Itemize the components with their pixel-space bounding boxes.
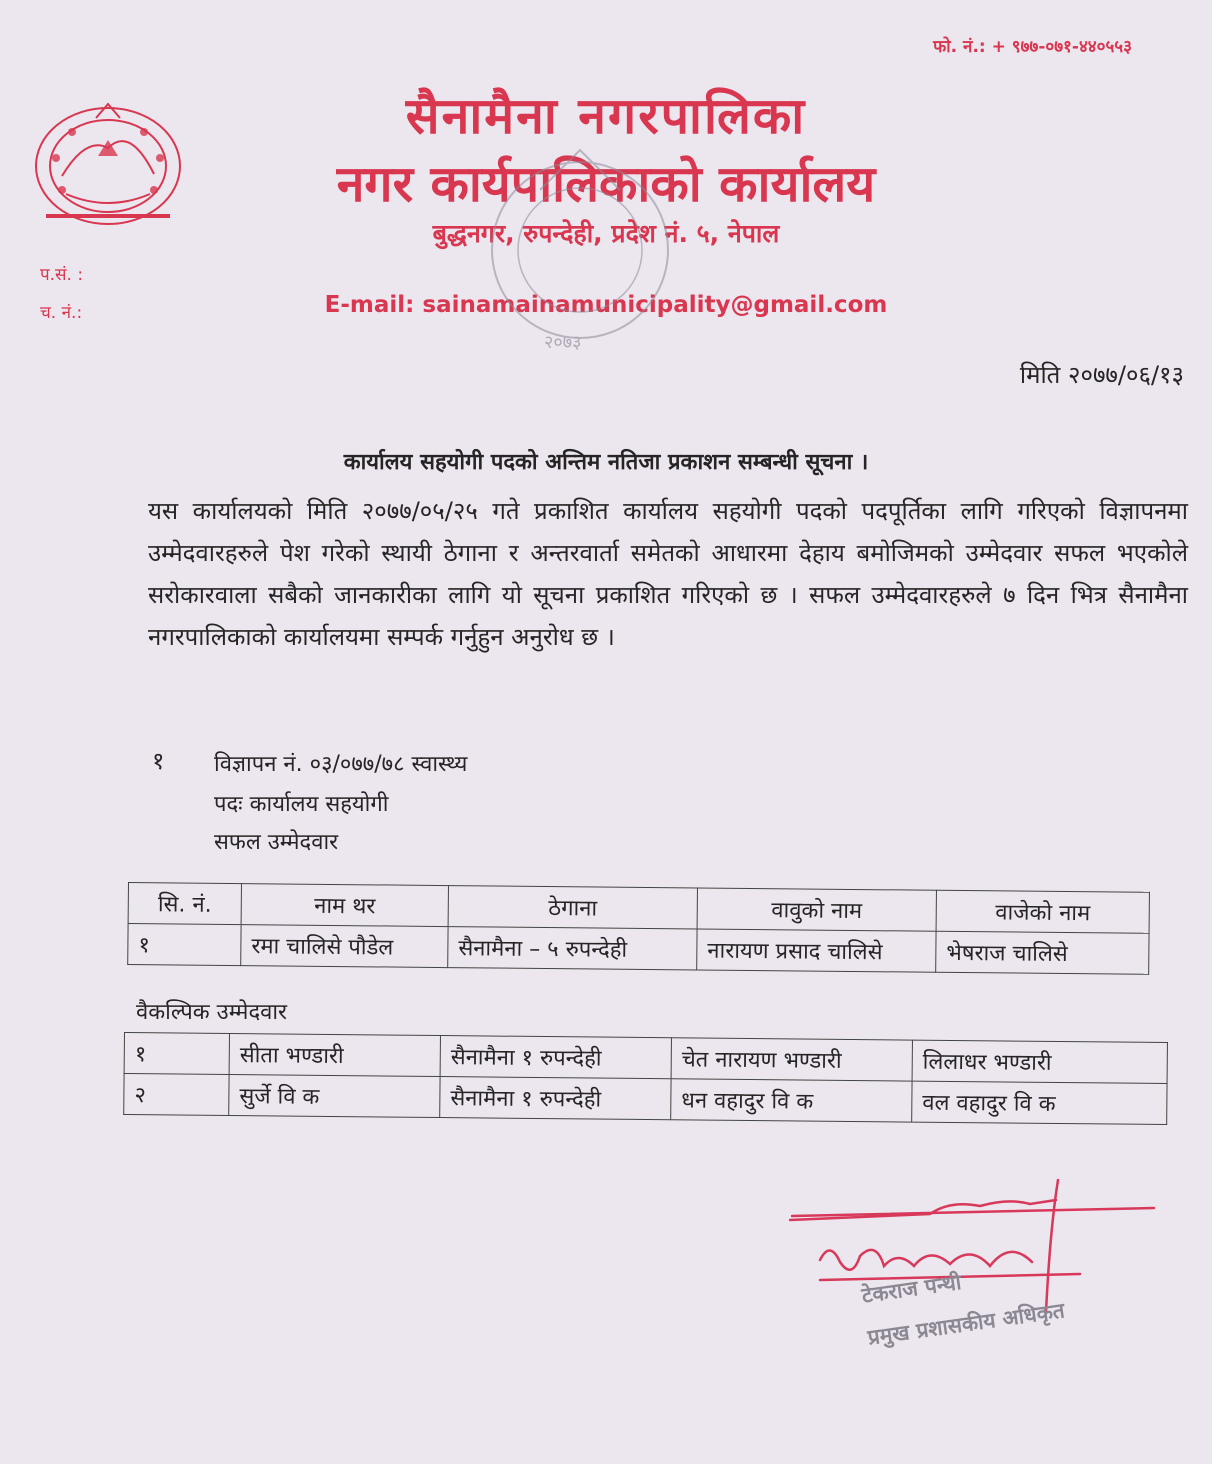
email-address: E-mail: sainamainamunicipality@gmail.com <box>324 292 888 318</box>
cell-serial: १ <box>128 924 241 966</box>
office-stamp <box>470 130 690 360</box>
cell-name: रमा चालिसे पौडेल <box>241 925 448 968</box>
alternate-candidates-label: वैकल्पिक उम्मेदवार <box>136 1000 288 1025</box>
successful-candidate-table <box>127 882 1150 975</box>
cell-address: सैनामैना १ रुपन्देही <box>440 1036 671 1079</box>
letter-date: मिति २०७७/०६/१३ <box>1019 361 1184 389</box>
col-grandfather-name: वाजेको नाम <box>936 890 1149 933</box>
post-name: पदः कार्यालय सहयोगी <box>214 792 389 817</box>
col-address: ठेगाना <box>448 886 697 929</box>
cell-father-name: धन वहादुर वि क <box>671 1079 912 1122</box>
table-row <box>124 1074 1167 1125</box>
notice-subject: कार्यालय सहयोगी पदको अन्तिम नतिजा प्रकाशन सम्बन्धी सूचना । <box>343 450 869 475</box>
cell-name: सुर्जे वि क <box>229 1075 440 1118</box>
alternate-candidate-table <box>123 1032 1168 1125</box>
table-row <box>128 924 1149 975</box>
phone-number: फो. नं.: + ९७७-०७१-४४०५५३ <box>933 37 1132 57</box>
officer-designation: प्रमुख प्रशासकीय अधिकृत <box>866 1298 1067 1350</box>
item-number: १ <box>152 747 165 775</box>
cell-father-name: चेत नारायण भण्डारी <box>671 1038 912 1081</box>
office-title: नगर कार्यपालिकाको कार्यालय <box>336 155 876 213</box>
cell-serial: १ <box>124 1033 229 1075</box>
cell-name: सीता भण्डारी <box>229 1034 440 1077</box>
col-father-name: वावुको नाम <box>697 888 936 931</box>
cell-grandfather-name: लिलाधर भण्डारी <box>912 1040 1167 1083</box>
cell-grandfather-name: वल वहादुर वि क <box>912 1081 1167 1124</box>
officer-name: टेकराज पन्थी <box>860 1270 963 1308</box>
signature <box>780 1170 1160 1320</box>
cell-father-name: नारायण प्रसाद चालिसे <box>697 929 936 972</box>
cell-grandfather-name: भेषराज चालिसे <box>936 931 1149 974</box>
municipality-title: सैनामैना नगरपालिका <box>405 87 807 145</box>
notice-body: यस कार्यालयको मिति २०७७/०५/२५ गते प्रकाशित कार्यालय सहयोगी पदको पदपूर्तिका लागि गरिएको विज्ञापनमा उम्मेदवारहरुले पेश गरेको स्थायी ठेगाना र अन्तरवार्ता समेतको आधारमा देहाय बमोजिमको उम्मेदवार सफल भएकोले सरोकारवाला सबैको जानकारीका लागि यो सूचना प्रकाशित गरिएको छ । सफल उम्मेदवारहरुले ७ दिन भित्र सैनामैना नगरपालिकाको कार्यालयमा सम्पर्क गर्नुहुन अनुरोध छ । <box>148 497 1188 651</box>
office-address: बुद्धनगर, रुपन्देही, प्रदेश नं. ५, नेपाल <box>432 219 780 248</box>
cell-address: सैनामैना १ रुपन्देही <box>440 1077 671 1120</box>
ref-cn-label: च. नं.: <box>40 303 83 323</box>
successful-label: सफल उम्मेदवार <box>214 830 339 855</box>
col-name: नाम थर <box>241 884 448 927</box>
cell-serial: २ <box>124 1074 229 1116</box>
advert-number: विज्ञापन नं. ०३/०७७/७८ स्वास्थ्य <box>214 752 468 777</box>
cell-address: सैनामैना – ५ रुपन्देही <box>448 927 697 970</box>
stamp-year: २०७३ <box>544 332 582 353</box>
col-serial: सि. नं. <box>128 883 241 925</box>
ref-ps-label: प.सं. : <box>40 265 84 285</box>
